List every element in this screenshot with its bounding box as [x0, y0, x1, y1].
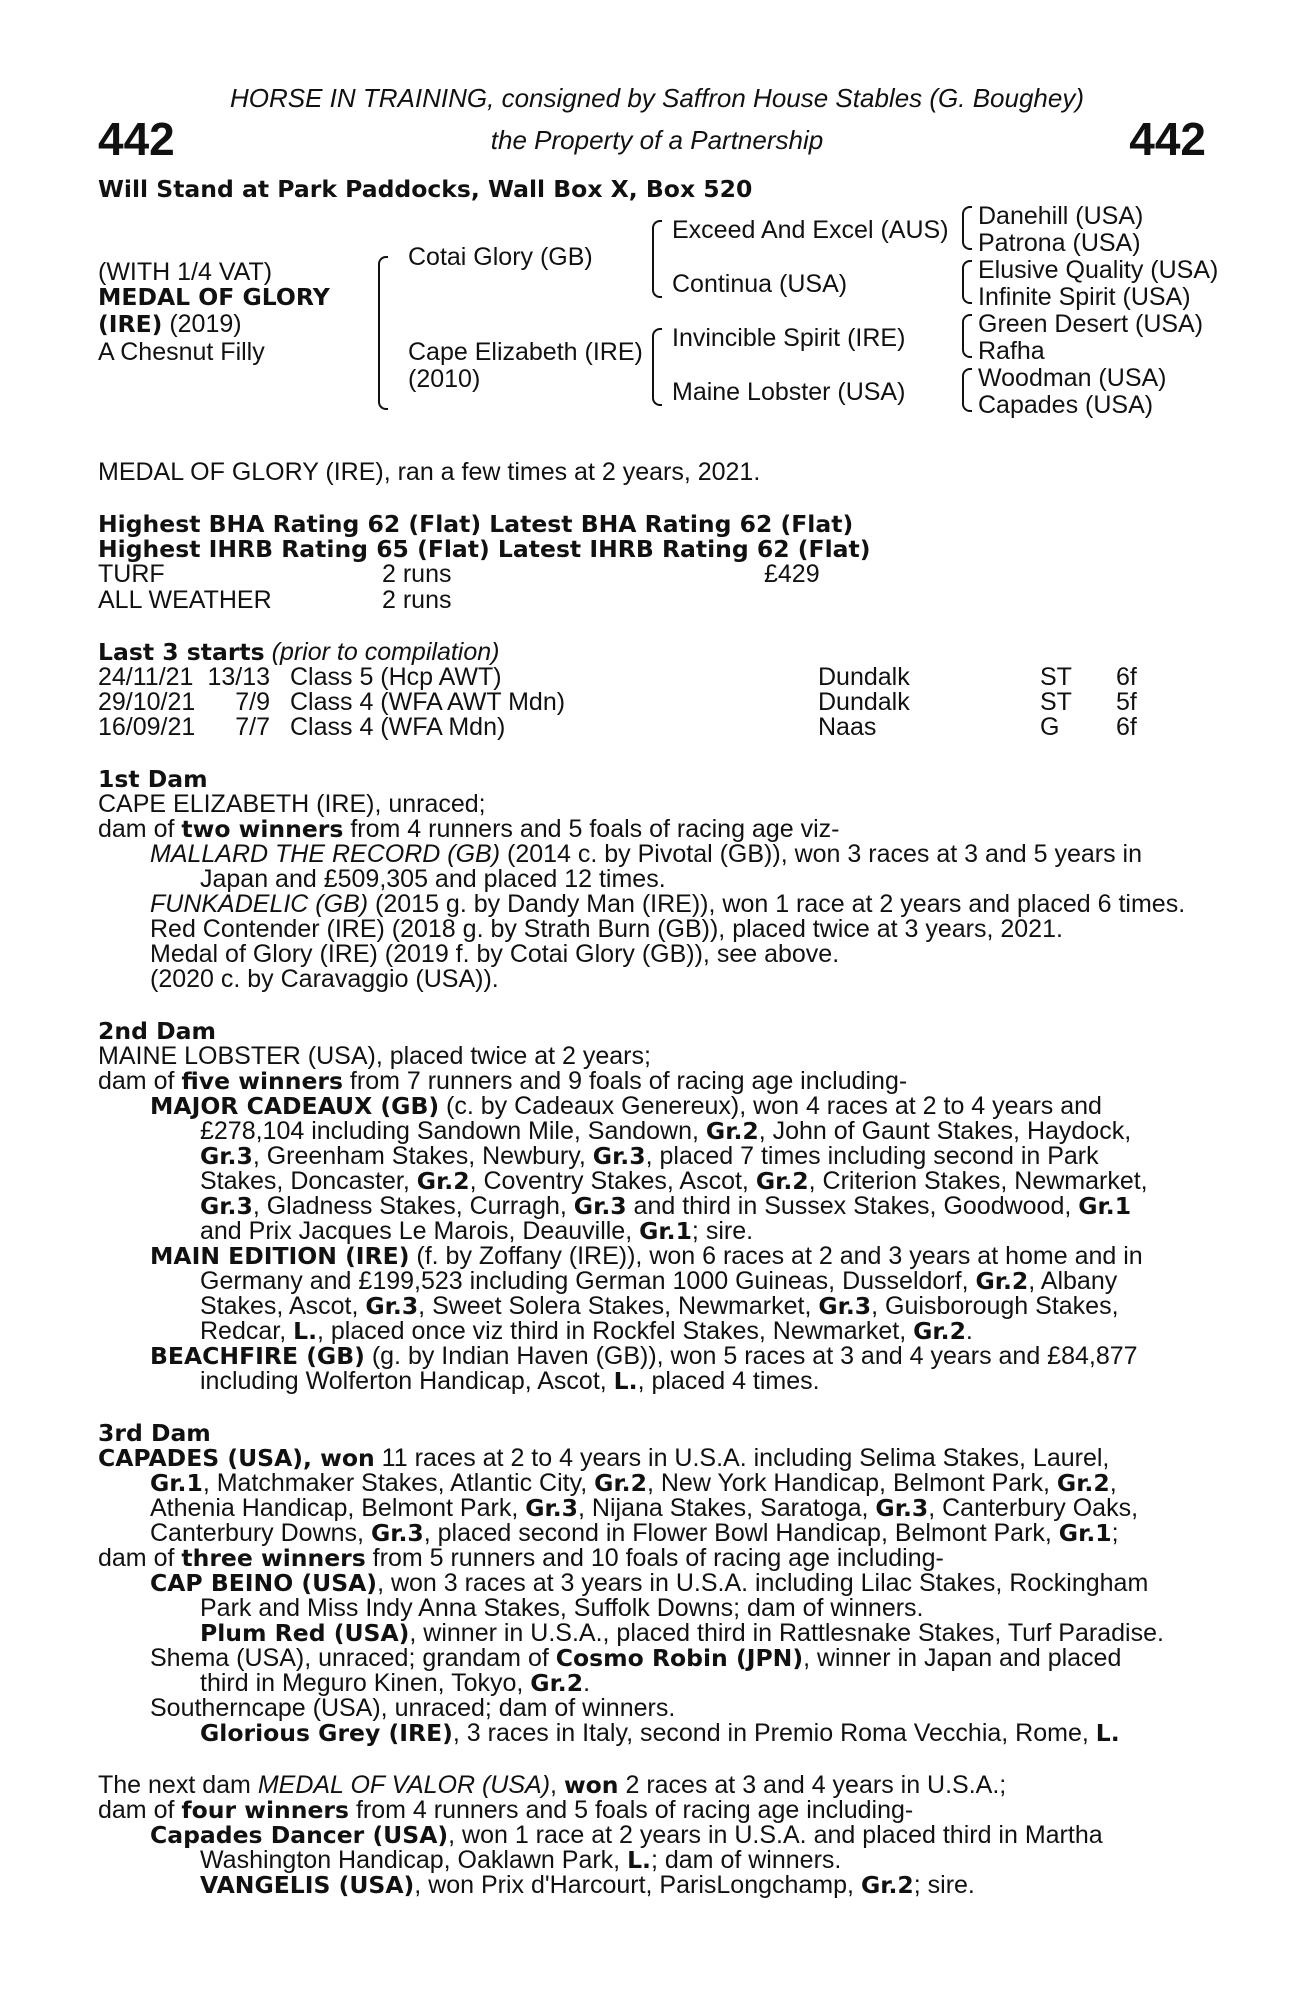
- start-date: 29/10/21: [98, 688, 196, 716]
- pedigree-g5: Green Desert (USA): [978, 310, 1204, 338]
- produce-item-cont: and Prix Jacques Le Marois, Deauville, Gr.1; sire.: [200, 1217, 754, 1245]
- start-going: ST: [1040, 663, 1072, 691]
- first-dam-line: CAPE ELIZABETH (IRE), unraced;: [98, 790, 486, 818]
- start-distance: 6f: [1116, 713, 1137, 741]
- start-race: Class 4 (WFA AWT Mdn): [290, 688, 566, 716]
- consignor-line: HORSE IN TRAINING, consigned by Saffron House Stables (G. Boughey): [229, 83, 1085, 113]
- start-date: 24/11/21: [98, 663, 194, 691]
- produce-item-cont: Park and Miss Indy Anna Stakes, Suffolk Downs; dam of winners.: [200, 1594, 924, 1622]
- first-dam-heading: 1st Dam: [98, 765, 208, 793]
- next-dam-produce: dam of four winners from 4 runners and 5 foals of racing age including-: [98, 1796, 914, 1824]
- third-dam-line-cont: Athenia Handicap, Belmont Park, Gr.3, Nijana Stakes, Saratoga, Gr.3, Canterbury Oaks,: [150, 1494, 1139, 1522]
- last-starts-heading: Last 3 starts (prior to compilation): [98, 638, 500, 666]
- pedigree-g7: Woodman (USA): [978, 364, 1167, 392]
- produce-item-cont: Washington Handicap, Oaklawn Park, L.; dam of winners.: [200, 1846, 842, 1874]
- third-dam-line-cont: Gr.1, Matchmaker Stakes, Atlantic City, Gr.2, New York Handicap, Belmont Park, Gr.2,: [150, 1469, 1117, 1497]
- pedigree-brace-g34: [962, 260, 972, 304]
- pedigree-g3: Elusive Quality (USA): [978, 256, 1219, 284]
- pedigree-brace-g78: [962, 368, 972, 412]
- produce-item: MAJOR CADEAUX (GB) (c. by Cadeaux Genereux), won 4 races at 2 to 4 years and: [150, 1092, 1102, 1120]
- horse-name-line2: (IRE) (2019): [98, 310, 242, 338]
- start-course: Dundalk: [818, 688, 910, 716]
- produce-item-sub: Glorious Grey (IRE), 3 races in Italy, second in Premio Roma Vecchia, Rome, L.: [200, 1719, 1120, 1747]
- start-race: Class 4 (WFA Mdn): [290, 713, 506, 741]
- produce-item-cont: Stakes, Ascot, Gr.3, Sweet Solera Stakes, Newmarket, Gr.3, Guisborough Stakes,: [200, 1292, 1119, 1320]
- produce-item-sub: Plum Red (USA), winner in U.S.A., placed third in Rattlesnake Stakes, Turf Paradise.: [200, 1619, 1164, 1647]
- ihrb-rating: Highest IHRB Rating 65 (Flat) Latest IHRB Rating 62 (Flat): [98, 535, 871, 563]
- second-dam-line: MAINE LOBSTER (USA), placed twice at 2 years;: [98, 1042, 651, 1070]
- produce-item: CAP BEINO (USA), won 3 races at 3 years in U.S.A. including Lilac Stakes, Rockingham: [150, 1569, 1149, 1597]
- second-dam-heading: 2nd Dam: [98, 1017, 216, 1045]
- pedigree-dam-year: (2010): [408, 365, 481, 393]
- pedigree-g4: Infinite Spirit (USA): [978, 283, 1191, 311]
- second-dam-produce: dam of five winners from 7 runners and 9 foals of racing age including-: [98, 1067, 908, 1095]
- next-dam-line: The next dam MEDAL OF VALOR (USA), won 2 races at 3 and 4 years in U.S.A.;: [98, 1771, 1007, 1799]
- property-line: the Property of a Partnership: [490, 125, 824, 155]
- horse-name: MEDAL OF GLORY: [98, 283, 330, 311]
- produce-item: Medal of Glory (IRE) (2019 f. by Cotai Glory (GB)), see above.: [150, 940, 840, 968]
- produce-item-cont: £278,104 including Sandown Mile, Sandown, Gr.2, John of Gaunt Stakes, Haydock,: [200, 1117, 1132, 1145]
- pedigree-brace-g12: [962, 206, 972, 250]
- turf-prize: £429: [764, 560, 820, 588]
- pedigree-brace-main: [378, 256, 388, 410]
- produce-item-cont: Stakes, Doncaster, Gr.2, Coventry Stakes, Ascot, Gr.2, Criterion Stakes, Newmarket,: [200, 1167, 1148, 1195]
- pedigree-dam-dam: Maine Lobster (USA): [672, 378, 906, 406]
- pedigree-sire-dam: Continua (USA): [672, 270, 848, 298]
- start-position: 7/7: [235, 713, 270, 741]
- produce-item: (2020 c. by Caravaggio (USA)).: [150, 965, 499, 993]
- produce-item-cont: Japan and £509,305 and placed 12 times.: [200, 865, 666, 893]
- start-course: Naas: [818, 713, 877, 741]
- third-dam-produce: dam of three winners from 5 runners and 10 foals of racing age including-: [98, 1544, 944, 1572]
- pedigree-g2: Patrona (USA): [978, 229, 1141, 257]
- produce-item-cont: Redcar, L., placed once viz third in Rockfel Stakes, Newmarket, Gr.2.: [200, 1317, 973, 1345]
- pedigree-g1: Danehill (USA): [978, 202, 1144, 230]
- produce-item-cont: Gr.3, Greenham Stakes, Newbury, Gr.3, placed 7 times including second in Park: [200, 1142, 1099, 1170]
- horse-description: A Chesnut Filly: [98, 338, 265, 366]
- produce-item: Shema (USA), unraced; grandam of Cosmo Robin (JPN), winner in Japan and placed: [150, 1644, 1122, 1672]
- pedigree-sire: Cotai Glory (GB): [408, 243, 593, 271]
- lot-number-right: 442: [1129, 113, 1206, 165]
- produce-item: MALLARD THE RECORD (GB) (2014 c. by Pivotal (GB)), won 3 races at 3 and 5 years in: [150, 840, 1143, 868]
- pedigree-sire-sire: Exceed And Excel (AUS): [672, 216, 949, 244]
- vat-note: (WITH 1/4 VAT): [98, 258, 273, 286]
- start-race: Class 5 (Hcp AWT): [290, 663, 502, 691]
- start-position: 7/9: [235, 688, 270, 716]
- produce-item: MAIN EDITION (IRE) (f. by Zoffany (IRE)), won 6 races at 2 and 3 years at home and in: [150, 1242, 1143, 1270]
- pedigree-brace-g56: [962, 314, 972, 358]
- start-distance: 6f: [1116, 663, 1137, 691]
- pedigree-g6: Rafha: [978, 337, 1045, 365]
- pedigree-dam-sire: Invincible Spirit (IRE): [672, 324, 906, 352]
- turf-label: TURF: [98, 560, 165, 588]
- pedigree-dam: Cape Elizabeth (IRE): [408, 338, 643, 366]
- produce-item: BEACHFIRE (GB) (g. by Indian Haven (GB)), won 5 races at 3 and 4 years and £84,877: [150, 1342, 1138, 1370]
- race-summary: MEDAL OF GLORY (IRE), ran a few times at 2 years, 2021.: [98, 458, 761, 486]
- produce-item-cont: including Wolferton Handicap, Ascot, L., placed 4 times.: [200, 1367, 820, 1395]
- third-dam-heading: 3rd Dam: [98, 1419, 211, 1447]
- start-going: ST: [1040, 688, 1072, 716]
- start-going: G: [1040, 713, 1060, 741]
- stand-line: Will Stand at Park Paddocks, Wall Box X, Box 520: [98, 175, 753, 203]
- produce-item: Red Contender (IRE) (2018 g. by Strath Burn (GB)), placed twice at 3 years, 2021.: [150, 915, 1063, 943]
- produce-item: Southerncape (USA), unraced; dam of winners.: [150, 1694, 676, 1722]
- produce-item-cont: third in Meguro Kinen, Tokyo, Gr.2.: [200, 1669, 591, 1697]
- turf-runs: 2 runs: [382, 560, 452, 588]
- produce-item: Capades Dancer (USA), won 1 race at 2 years in U.S.A. and placed third in Martha: [150, 1821, 1103, 1849]
- first-dam-produce: dam of two winners from 4 runners and 5 foals of racing age viz-: [98, 815, 840, 843]
- produce-item-cont: Germany and £199,523 including German 1000 Guineas, Dusseldorf, Gr.2, Albany: [200, 1267, 1118, 1295]
- produce-item: FUNKADELIC (GB) (2015 g. by Dandy Man (IRE)), won 1 race at 2 years and placed 6 times.: [150, 890, 1186, 918]
- produce-item-cont: Gr.3, Gladness Stakes, Curragh, Gr.3 and third in Sussex Stakes, Goodwood, Gr.1: [200, 1192, 1132, 1220]
- aw-label: ALL WEATHER: [98, 586, 272, 614]
- start-position: 13/13: [207, 663, 270, 691]
- start-date: 16/09/21: [98, 713, 196, 741]
- aw-runs: 2 runs: [382, 586, 452, 614]
- start-course: Dundalk: [818, 663, 910, 691]
- pedigree-g8: Capades (USA): [978, 391, 1154, 419]
- produce-item-sub: VANGELIS (USA), won Prix d'Harcourt, ParisLongchamp, Gr.2; sire.: [200, 1871, 975, 1899]
- bha-rating: Highest BHA Rating 62 (Flat) Latest BHA Rating 62 (Flat): [98, 510, 854, 538]
- lot-number-left: 442: [98, 113, 175, 165]
- start-distance: 5f: [1116, 688, 1137, 716]
- third-dam-line-cont: Canterbury Downs, Gr.3, placed second in Flower Bowl Handicap, Belmont Park, Gr.1;: [150, 1519, 1119, 1547]
- third-dam-line: CAPADES (USA), won 11 races at 2 to 4 years in U.S.A. including Selima Stakes, Laurel,: [98, 1444, 1110, 1472]
- pedigree-brace-dam: [652, 328, 662, 406]
- pedigree-brace-sire: [652, 220, 662, 298]
